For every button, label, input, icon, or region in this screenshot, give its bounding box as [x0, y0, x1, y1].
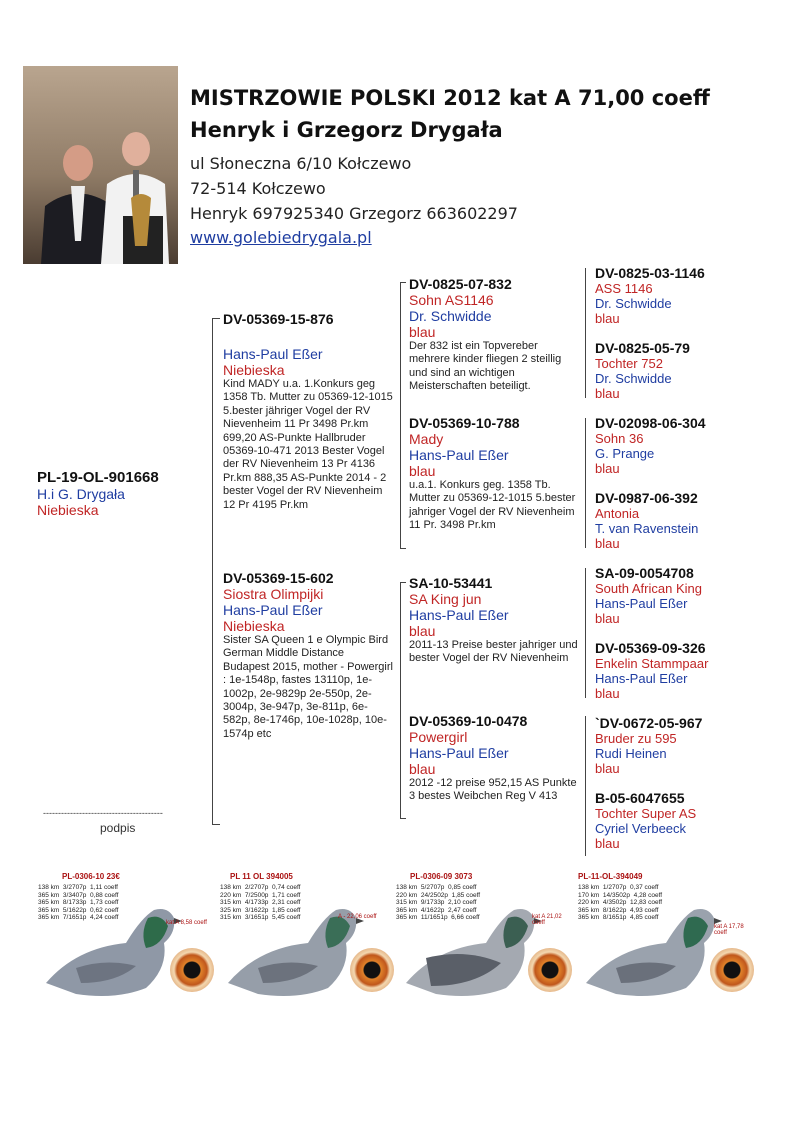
gen3-box-4	[595, 490, 698, 551]
gen2-breeder: Hans-Paul Eßer	[409, 745, 509, 761]
pigeon-card-4	[576, 870, 756, 1002]
gen2-note: 2011-13 Preise bester jahriger und bester Vogel der RV Nievenheim	[409, 639, 578, 665]
gen3-color: blau	[595, 686, 620, 701]
gen3-color: blau	[595, 611, 620, 626]
pigeon-card-title: PL-0306-09 3073	[410, 872, 473, 881]
gen2-name: Sohn AS1146	[409, 292, 494, 308]
gen3-box-7	[595, 715, 702, 776]
gen2-color: blau	[409, 623, 436, 639]
pigeon-card-stats: 138 km 2/2707p 0,74 coeff 220 km 7/2500p 1,71 coeff 315 km 4/1733p 2,31 coeff 325 km 3/1622p 1,85 coeff 315 km 3/1651p 5,45 coeff	[220, 884, 301, 921]
connector-gen3	[585, 418, 586, 548]
gen2-ring: DV-0825-07-832	[409, 276, 512, 292]
gen2-ring: DV-05369-10-788	[409, 415, 520, 431]
gen2-color: blau	[409, 761, 436, 777]
dam-name: Siostra Olimpijki	[223, 586, 324, 602]
gen3-name: Bruder zu 595	[595, 731, 677, 746]
connector-gen1-top	[212, 318, 220, 319]
gen3-ring: `DV-0672-05-967	[595, 715, 703, 731]
gen2-note: Der 832 ist ein Topvereber mehrere kinder fliegen 2 steillig und sind an wichtigen Meisterschaften beteiligt.	[409, 340, 562, 393]
gen3-breeder: T. van Ravenstein	[595, 521, 699, 536]
signature-line: ----------------------------------------	[43, 808, 163, 818]
website-link[interactable]: www.golebiedrygala.pl	[190, 228, 372, 247]
gen3-name: South African King	[595, 581, 702, 596]
gen3-box-3	[595, 415, 706, 476]
gen3-color: blau	[595, 761, 620, 776]
gen3-box-2	[595, 340, 690, 401]
gen3-name: Tochter Super AS	[595, 806, 697, 821]
connector-gen1-bottom	[212, 824, 220, 825]
pigeon-card-title: PL-0306-10 23€	[62, 872, 120, 881]
gen3-breeder: Cyriel Verbeeck	[595, 821, 687, 836]
gen3-color: blau	[595, 836, 620, 851]
connector-gen1	[212, 318, 213, 824]
pigeon-card-stats: 138 km 1/2707p 0,37 coeff 170 km 14/3502p 4,28 coeff 220 km 4/3502p 12,83 coeff 365 km 8/1622p 4,93 coeff 365 km 8/1651p 4,85 coeff	[578, 884, 663, 921]
owners-photo	[23, 66, 178, 264]
pigeon-eye	[350, 948, 394, 992]
sire-note: Kind MADY u.a. 1.Konkurs geg 1358 Tb. Mutter zu 05369-12-1015 5.bester jähriger Vogel der RV Nievenheim 11 Pr 3498 Pr.km 699,20 AS-Punkte Hallbruder 05369-10-471 2013 Bester Vogel der RV Nievenheim 13 Pr 4136 Pr.km 888,35 AS-Punkte 2014 - 2 bester Vogel der RV Nievenheim 12 Pr 4195 Pr.km	[223, 378, 393, 511]
gen2-box-3	[409, 575, 581, 666]
header-owners: Henryk i Grzegorz Drygała	[190, 118, 503, 142]
sire-ring: DV-05369-15-876	[223, 311, 334, 327]
connector-tick	[400, 282, 406, 283]
dam-breeder: Hans-Paul Eßer	[223, 602, 323, 618]
pigeon-card-coeff: kat A 8,58 coeff	[166, 920, 207, 926]
gen3-breeder: Hans-Paul Eßer	[595, 671, 688, 686]
connector-tick	[400, 582, 406, 583]
connector-gen2-sire	[400, 282, 401, 548]
gen3-color: blau	[595, 386, 620, 401]
connector-gen3	[585, 716, 586, 856]
pigeon-card-1	[36, 870, 216, 1002]
gen3-box-8	[595, 790, 696, 851]
gen3-ring: SA-09-0054708	[595, 565, 694, 581]
pigeon-card-stats: 138 km 3/2707p 1,11 coeff 365 km 3/3407p 0,88 coeff 365 km 8/1733p 1,73 coeff 365 km 5/1622p 0,62 coeff 365 km 7/1651p 4,24 coeff	[38, 884, 119, 921]
connector-gen3	[585, 268, 586, 398]
gen3-box-1	[595, 265, 705, 326]
pigeon-card-title: PL 11 OL 394005	[230, 872, 293, 881]
gen3-box-5	[595, 565, 702, 626]
pigeon-eye	[528, 948, 572, 992]
gen2-color: blau	[409, 324, 436, 340]
gen3-breeder: Rudi Heinen	[595, 746, 667, 761]
gen3-breeder: Dr. Schwidde	[595, 296, 672, 311]
gen3-name: Antonia	[595, 506, 640, 521]
gen2-name: SA King jun	[409, 591, 482, 607]
subject-color: Niebieska	[37, 502, 99, 518]
gen3-name: Sohn 36	[595, 431, 644, 446]
header-phones: Henryk 697925340 Grzegorz 663602297	[190, 204, 518, 223]
sire-box	[223, 311, 393, 512]
connector-gen2-dam	[400, 582, 401, 818]
gen3-ring: B-05-6047655	[595, 790, 685, 806]
gen3-breeder: Hans-Paul Eßer	[595, 596, 688, 611]
pigeon-card-coeff: kat A 21,02 coeff	[532, 914, 562, 926]
gen2-box-2	[409, 415, 581, 533]
subject-ring: PL-19-OL-901668	[37, 469, 159, 486]
gen2-breeder: Dr. Schwidde	[409, 308, 492, 324]
gen2-breeder: Hans-Paul Eßer	[409, 607, 509, 623]
pigeon-card-stats: 138 km 5/2707p 0,85 coeff 220 km 24/2502p 1,85 coeff 315 km 9/1733p 2,10 coeff 365 km 4/1622p 2,47 coeff 365 km 11/1651p 6,66 coeff	[396, 884, 481, 921]
subject-owner: H.i G. Drygała	[37, 486, 125, 502]
header-title: MISTRZOWIE POLSKI 2012 kat A 71,00 coeff	[190, 86, 710, 110]
gen3-ring: DV-0987-06-392	[595, 490, 698, 506]
gen3-name: Tochter 752	[595, 356, 663, 371]
gen2-box-4	[409, 713, 581, 804]
gen2-color: blau	[409, 463, 436, 479]
pigeon-card-3	[396, 870, 576, 1002]
pigeon-card-coeff: A - 22,06 coeff	[338, 914, 377, 920]
gen3-ring: DV-0825-05-79	[595, 340, 690, 356]
gen2-ring: SA-10-53441	[409, 575, 493, 591]
sire-color: Niebieska	[223, 362, 285, 378]
dam-note: Sister SA Queen 1 e Olympic Bird German Middle Distance Budapest 2015, mother - Powergirl : 1e-1548p, fastes 13110p, 1e-1002p, 2e-9829p 2e-550p, 2e-3004p, 3e-947p, 3e-811p, 6e-582p, 8e-1746p, 10e-1028p, 10e-1574p etc	[223, 634, 393, 740]
gen2-name: Powergirl	[409, 729, 468, 745]
gen2-note: 2012 -12 preise 952,15 AS Punkte 3 bestes Weibchen Reg V 413	[409, 777, 577, 803]
connector-tick	[400, 548, 406, 549]
gen3-breeder: G. Prange	[595, 446, 655, 461]
gen3-breeder: Dr. Schwidde	[595, 371, 672, 386]
gen3-ring: DV-05369-09-326	[595, 640, 706, 656]
gen2-breeder: Hans-Paul Eßer	[409, 447, 509, 463]
header-address-line2: 72-514 Kołczewo	[190, 179, 326, 198]
connector-gen3	[585, 568, 586, 698]
gen3-name: Enkelin Stammpaar	[595, 656, 709, 671]
gen3-ring: DV-0825-03-1146	[595, 265, 705, 281]
signature-label: podpis	[100, 821, 136, 835]
gen2-box-1	[409, 276, 581, 394]
gen3-ring: DV-02098-06-304	[595, 415, 706, 431]
gen3-color: blau	[595, 536, 620, 551]
gen3-color: blau	[595, 461, 620, 476]
header-address-line1: ul Słoneczna 6/10 Kołczewo	[190, 154, 412, 173]
subject-pigeon	[37, 469, 159, 518]
gen3-color: blau	[595, 311, 620, 326]
dam-box	[223, 570, 393, 741]
pigeon-card-2	[218, 870, 398, 1002]
pigeon-eye	[710, 948, 754, 992]
pigeon-card-coeff: kat A 17,78 coeff	[714, 924, 744, 936]
connector-tick	[400, 818, 406, 819]
gen2-note: u.a.1. Konkurs geg. 1358 Tb. Mutter zu 05369-12-1015 5.bester jahriger Vogel der RV Nievenheim 11 Pr. 3498 Pr.km	[409, 479, 576, 532]
dam-ring: DV-05369-15-602	[223, 570, 334, 586]
dam-color: Niebieska	[223, 618, 285, 634]
gen3-name: ASS 1146	[595, 281, 653, 296]
gen3-box-6	[595, 640, 708, 701]
gen2-name: Mady	[409, 431, 444, 447]
pigeon-card-title: PL-11-OL-394049	[578, 872, 643, 881]
pigeon-eye	[170, 948, 214, 992]
sire-breeder: Hans-Paul Eßer	[223, 346, 323, 362]
gen2-ring: DV-05369-10-0478	[409, 713, 528, 729]
